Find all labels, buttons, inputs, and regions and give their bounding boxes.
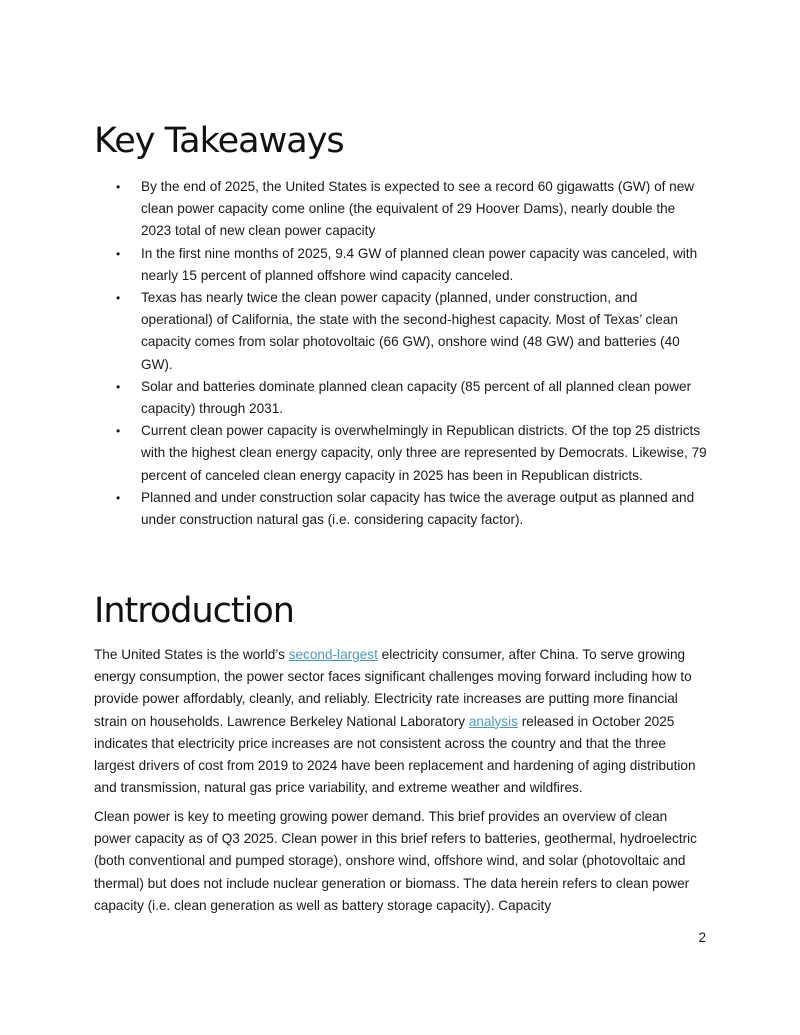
list-item-text: Planned and under construction solar capacity has twice the average output as planned and under construction natural gas (i.e. considering capacity factor). — [141, 489, 695, 528]
list-item — [94, 176, 708, 243]
analysis-link[interactable]: analysis — [468, 713, 518, 729]
bullet-icon: • — [116, 180, 121, 194]
takeaways-list — [94, 176, 708, 531]
list-item-text: Texas has nearly twice the clean power capacity (planned, under construction, and operational) of California, the state with the second-highest capacity. Most of Texas’ clean capacity comes from solar photovoltaic (66 GW), onshore wind (48 GW) and batteries (40 GW). — [141, 290, 680, 372]
intro-paragraph-1 — [94, 644, 708, 799]
intro-text: The United States is the world’s — [94, 647, 289, 662]
list-item — [94, 287, 708, 376]
bullet-icon: • — [116, 379, 121, 394]
page-number: 2 — [698, 930, 706, 945]
heading-key-takeaways: Key Takeaways — [94, 121, 344, 161]
bullet-icon: • — [116, 246, 121, 261]
heading-introduction: Introduction — [94, 591, 294, 631]
intro-text: released in October 2025 indicates that electricity price increases are not consistent across the country and that the three largest drivers of cost from 2019 to 2024 have been replacement and hardening of aging distribution and transmission, natural gas price variability, and extreme weather and wildfires. — [94, 713, 696, 796]
list-item — [94, 420, 708, 487]
list-item-text: By the end of 2025, the United States is expected to see a record 60 gigawatts (GW) of new clean power capacity come online (the equivalent of 29 Hoover Dams), nearly double the 2023 total of new clean power capacity — [141, 179, 695, 239]
bullet-icon: • — [116, 424, 121, 439]
second-largest-link[interactable]: second-largest — [288, 647, 378, 662]
bullet-icon: • — [116, 291, 121, 306]
bullet-icon: • — [116, 490, 121, 505]
list-item — [94, 243, 708, 287]
list-item — [94, 487, 708, 531]
list-item-text: In the first nine months of 2025, 9.4 GW of planned clean power capacity was canceled, with nearly 15 percent of planned offshore wind capacity canceled. — [141, 245, 698, 283]
list-item — [94, 376, 708, 420]
intro-text: electricity consumer, after China. To serve growing energy consumption, the power sector faces significant challenges moving forward including how to provide power affordably, cleanly, and reliably. Electricity rate increases are putting more financial strain on households. Lawrence Berkeley National Laboratory — [94, 647, 692, 729]
list-item-text: Solar and batteries dominate planned clean capacity (85 percent of all planned clean power capacity) through 2031. — [141, 378, 692, 417]
list-item-text: Current clean power capacity is overwhelmingly in Republican districts. Of the top 25 districts with the highest clean energy capacity, only three are represented by Democrats. Likewise, 79 percent of canceled clean energy capacity in 2025 has been in Republican districts. — [141, 423, 707, 483]
intro-paragraph-2: Clean power is key to meeting growing power demand. This brief provides an overview of clean power capacity as of Q3 2025. Clean power in this brief refers to batteries, geothermal, hydroelectric (both conventional and pumped storage), onshore wind, offshore wind, and solar (photovoltaic and thermal) but does not include nuclear generation or biomass. The data herein refers to clean power capacity (i.e. clean generation as well as battery storage capacity). Capacity — [94, 809, 697, 913]
